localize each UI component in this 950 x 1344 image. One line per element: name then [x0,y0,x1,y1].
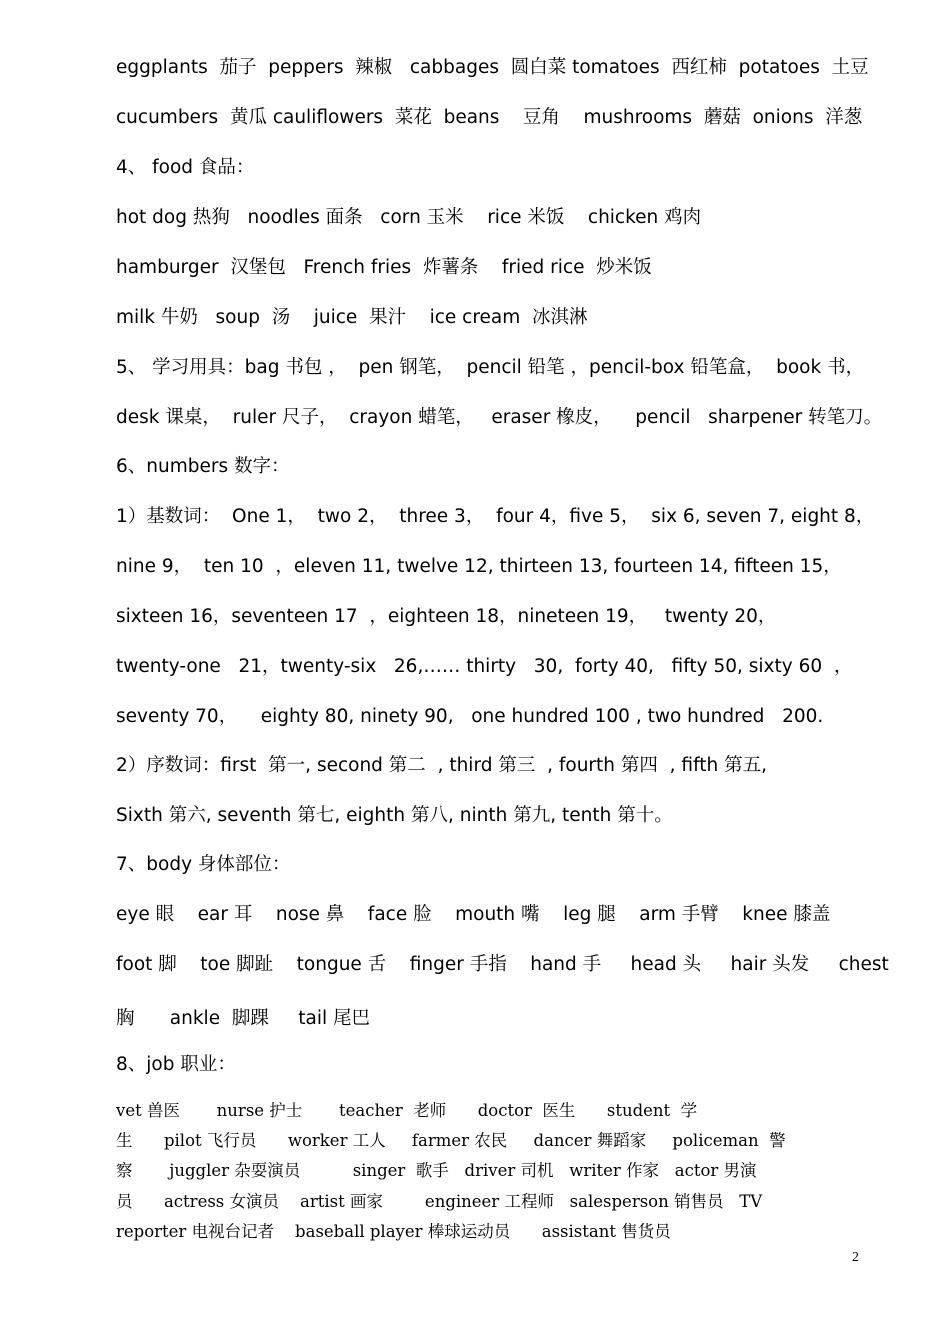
stationery-line-2: desk 课桌， ruler 尺子， crayon 蜡笔， eraser 橡皮， pencil sharpener 转笔刀。 [116,407,883,428]
job-line-4: 员 actress 女演员 artist 画家 engineer 工程师 salesperson 销售员 TV [116,1192,763,1211]
stationery-line-1: 5、 学习用具：bag 书包 ， pen 钢笔， pencil 铅笔 ，pencil-box 铅笔盒， book 书， [116,357,865,378]
vegetables-line-1: eggplants 茄子 peppers 辣椒 cabbages 圆白菜 tomatoes 西红柿 potatoes 土豆 [116,57,869,78]
ordinal-line-1: 2）序数词：first 第一, second 第二 , third 第三 , fourth 第四 , fifth 第五, [116,755,767,776]
section-heading-food: 4、 food 食品： [116,157,255,178]
cardinal-line-3: sixteen 16，seventeen 17 ，eighteen 18，nineteen 19， twenty 20， [116,606,777,627]
section-heading-body: 7、body 身体部位： [116,854,291,875]
vegetables-line-2: cucumbers 黄瓜 cauliflowers 菜花 beans 豆角 mushrooms 蘑菇 onions 洋葱 [116,107,863,128]
body-line-1: eye 眼 ear 耳 nose 鼻 face 脸 mouth 嘴 leg 腿 arm 手臂 knee 膝盖 [116,904,831,925]
body-line-2: foot 脚 toe 脚趾 tongue 舌 finger 手指 hand 手 head 头 hair 头发 chest [116,954,889,975]
cardinal-line-5: seventy 70， eighty 80, ninety 90, one hundred 100 , two hundred 200. [116,706,824,727]
job-line-5: reporter 电视台记者 baseball player 棒球运动员 assistant 售货员 [116,1222,671,1241]
job-line-1: vet 兽医 nurse 护士 teacher 老师 doctor 医生 student 学 [116,1101,698,1120]
food-line-2: hamburger 汉堡包 French fries 炸薯条 fried rice 炒米饭 [116,257,652,278]
section-heading-job: 8、job 职业： [116,1054,236,1075]
cardinal-line-4: twenty-one 21，twenty-six 26,…… thirty 30, forty 40, fifty 50, sixty 60 ， [116,656,853,677]
food-line-1: hot dog 热狗 noodles 面条 corn 玉米 rice 米饭 chicken 鸡肉 [116,207,702,228]
cardinal-line-1: 1）基数词： One 1， two 2， three 3， four 4，five 5， six 6, seven 7, eight 8， [116,506,875,527]
food-line-3: milk 牛奶 soup 汤 juice 果汁 ice cream 冰淇淋 [116,307,588,328]
page-number: 2 [852,1250,859,1265]
section-heading-numbers: 6、numbers 数字： [116,456,290,477]
cardinal-line-2: nine 9， ten 10 ，eleven 11, twelve 12, thirteen 13, fourteen 14, fifteen 15， [116,556,842,577]
ordinal-line-2: Sixth 第六, seventh 第七, eighth 第八, ninth 第九, tenth 第十。 [116,805,673,826]
job-line-2: 生 pilot 飞行员 worker 工人 farmer 农民 dancer 舞蹈家 policeman 警 [116,1131,786,1150]
body-line-3: 胸 ankle 脚踝 tail 尾巴 [116,1008,370,1029]
job-line-3: 察 juggler 杂耍演员 singer 歌手 driver 司机 writer 作家 actor 男演 [116,1161,757,1180]
